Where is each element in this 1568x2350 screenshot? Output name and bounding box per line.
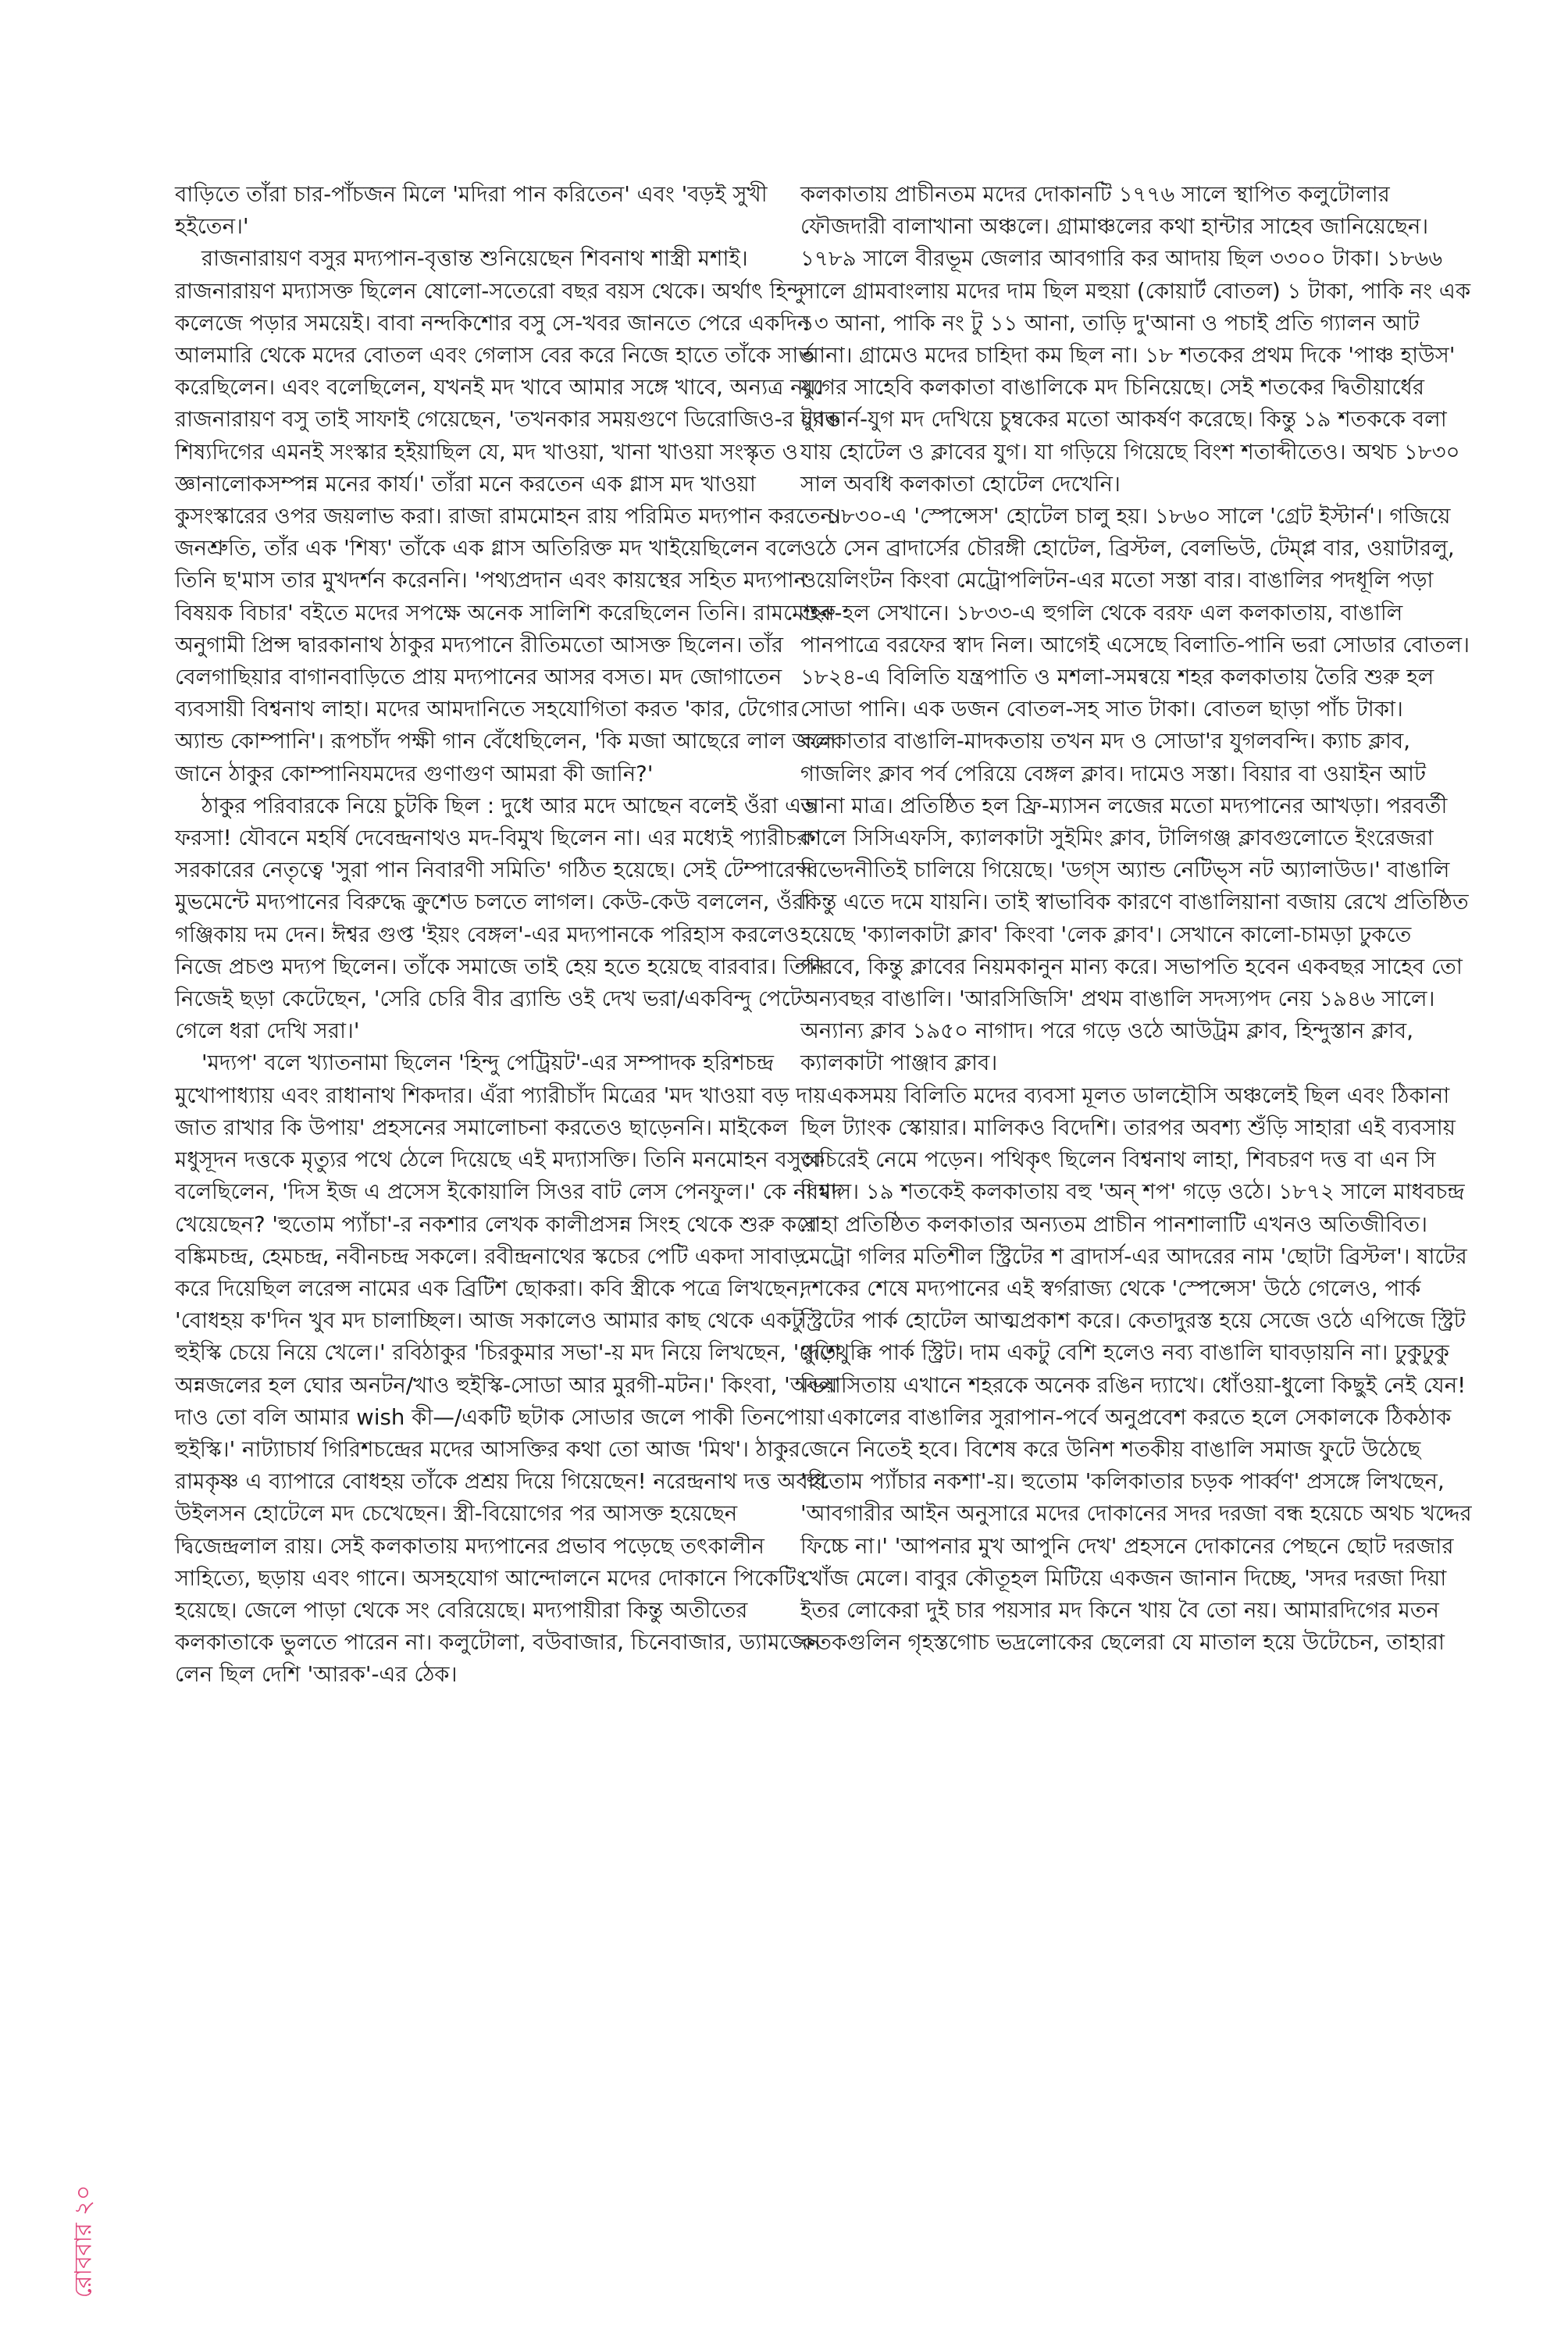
paragraph: একসময় বিলিতি মদের ব্যবসা মূলত ডালহৌসি অঞ্চলেই ছিল এবং ঠিকানা ছিল ট্যাংক স্কোয়ার। মালিকও বিদেশি। তারপর অবশ্য শুঁড়ি সাহারা এই ব্যবসায় অচিরেই নেমে পড়েন। পথিকৃৎ ছিলেন বিশ্বনাথ লাহা, শিবচরণ দত্ত বা এন সি বিশ্বাস। ১৯ শতকেই কলকাতায় বহু 'অন্ শপ' গড়ে ওঠে। ১৮৭২ সালে মাধবচন্দ্র সাহা প্রতিষ্ঠিত কলকাতার অন্যতম প্রাচীন পানশালাটি এখনও অতিজীবিত। মেট্রো গলির মতিশীল স্ট্রিটের শ ব্রাদার্স-এর আদরের নাম 'ছোটা ব্রিস্টল'। ষাটের দশকের শেষে মদ্যপানের এই স্বর্গরাজ্য থেকে 'স্পেন্সেস' উঠে গেলেও, পার্ক স্ট্রিটের পার্ক হোটেল আত্মপ্রকাশ করে। কেতাদুরস্ত হয়ে সেজে ওঠে এপিজে স্ট্রিট থুড়িথুক্কি পার্ক স্ট্রিট। দাম একটু বেশি হলেও নব্য বাঙালি ঘাবড়ায়নি না। ঢুকুঢুকু বিলাসিতায় এখানে শহরকে অনেক রঙিন দ্যাখে। ধোঁওয়া-ধুলো কিছুই নেই যেন!: [800, 1082, 1467, 1398]
paragraph: একালের বাঙালির সুরাপান-পর্বে অনুপ্রবেশ করতে হলে সেকালকে ঠিকঠাক জেনে নিতেই হবে। বিশেষ করে উনিশ শতকীয় বাঙালি সমাজ ফুটে উঠেছে 'হুতোম প্যাঁচার নকশা'-য়। হুতোম 'কলিকাতার চড়ক পার্ব্বণ' প্রসঙ্গে লিখছেন, 'আবগারীর আইন অনুসারে মদের দোকানের সদর দরজা বন্ধ হয়েচে অথচ খদ্দের ফিচ্চে না।' 'আপনার মুখ আপুনি দেখ' প্রহসনে দোকানের পেছনে ছোট দরজার খোঁজ মেলে। বাবুর কৌতূহল মিটিয়ে একজন জানান দিচ্ছে, 'সদর দরজা দিয়া ইতর লোকেরা দুই চার পয়সার মদ কিনে খায় বৈ তো নয়। আমারদিগের মতন কতকগুলিন গৃহস্তগোচ ভদ্রলোকের ছেলেরা যে মাতাল হয়ে উটেচেন, তাহারা: [800, 1403, 1472, 1656]
folio-label: রোববার ২০: [69, 2184, 98, 2298]
page-folio: [61, 2183, 108, 2300]
paragraph: ১৮৩০-এ 'স্পেন্সেস' হোটেল চালু হয়। ১৮৬০ সালে 'গ্রেট ইস্টার্ন'। গজিয়ে ওঠে সেন ব্রাদার্সের চৌরঙ্গী হোটেল, ব্রিস্টল, বেলভিউ, টেম্প্ল বার, ওয়াটারলু, ওয়েলিংটন কিংবা মেট্রোপলিটন-এর মতো সস্তা বার। বাঙালির পদধূলি পড়া শুরু হল সেখানে। ১৮৩৩-এ হুগলি থেকে বরফ এল কলকাতায়, বাঙালি পানপাত্রে বরফের স্বাদ নিল। আগেই এসেছে বিলাতি-পানি ভরা সোডার বোতল। ১৮২৪-এ বিলিতি যন্ত্রপাতি ও মশলা-সমন্বয়ে শহর কলকাতায় তৈরি শুরু হল সোডা পানি। এক ডজন বোতল-সহ সাত টাকা। বোতল ছাড়া পাঁচ টাকা। কলকাতার বাঙালি-মাদকতায় তখন মদ ও সোডা'র যুগলবন্দি। ক্যাচ ক্লাব, গাজলিং ক্লাব পর্ব পেরিয়ে বেঙ্গল ক্লাব। দামেও সস্তা। বিয়ার বা ওয়াইন আট আনা মাত্র। প্রতিষ্ঠিত হল ফ্রি-ম্যাসন লজের মতো মদ্যপানের আখড়া। পরবর্তী কালে সিসিএফসি, ক্যালকাটা সুইমিং ক্লাব, টালিগঞ্জ ক্লাবগুলোতে ইংরেজরা বিভেদনীতিই চালিয়ে গিয়েছে। 'ডগ্‌স অ্যান্ড নেটিভ্‌স নট অ্যালাউড।' বাঙালি কিন্তু এতে দমে যায়নি। তাই স্বাভাবিক কারণে বাঙালিয়ানা বজায় রেখে প্রতিষ্ঠিত হয়েছে 'ক্যালকাটা ক্লাব' কিংবা 'লেক ক্লাব'। সেখানে কালো-চামড়া ঢুকতে পারবে, কিন্তু ক্লাবের নিয়মকানুন মান্য করে। সভাপতি হবেন একবছর সাহেব তো অন্যবছর বাঙালি। 'আরসিজিসি' প্রথম বাঙালি সদস্যপদ নেয় ১৯৪৬ সালে। অন্যান্য ক্লাব ১৯৫০ নাগাদ। পরে গড়ে ওঠে আউট্রম ক্লাব, হিন্দুস্তান ক্লাব, ক্যালকাটা পাঞ্জাব ক্লাব।: [800, 503, 1470, 1076]
right-column: [800, 178, 1472, 1658]
paragraph: 'মদ্যপ' বলে খ্যাতনামা ছিলেন 'হিন্দু পেট্রিয়ট'-এর সম্পাদক হরিশচন্দ্র মুখোপাধ্যায় এবং রাধানাথ শিকদার। এঁরা প্যারীচাঁদ মিত্রের 'মদ খাওয়া বড় দায় জাত রাখার কি উপায়' প্রহসনের সমালোচনা করতেও ছাড়েননি। মাইকেল মধুসূদন দত্তকে মৃত্যুর পথে ঠেলে দিয়েছে এই মদ্যাসক্তি। তিনি মনমোহন বসুকে বলেছিলেন, 'দিস ইজ এ প্রসেস ইকোয়ালি সিওর বাট লেস পেনফুল।' কে না মদ খেয়েছেন? 'হুতোম প্যাঁচা'-র নকশার লেখক কালীপ্রসন্ন সিংহ থেকে শুরু করে বঙ্কিমচন্দ্র, হেমচন্দ্র, নবীনচন্দ্র সকলে। রবীন্দ্রনাথের স্কচের পেটি একদা সাবাড় করে দিয়েছিল লরেন্স নামের এক ব্রিটিশ ছোকরা। কবি স্ত্রীকে পত্রে লিখছেন, 'বোধহয় ক'দিন খুব মদ চালাচ্ছিল। আজ সকালেও আমার কাছ থেকে একটু হুইস্কি চেয়ে নিয়ে খেলে।' রবিঠাকুর 'চিরকুমার সভা'-য় মদ নিয়ে লিখছেন, 'দেশে অন্নজলের হল ঘোর অনটন/খাও হুইস্কি-সোডা আর মুরগী-মটন।' কিংবা, 'অভয় দাও তো বলি আমার wish কী—/একটি ছটাক সোডার জলে পাকী তিনপোয়া হুইস্কি।' নাট্যাচার্য গিরিশচন্দ্রের মদের আসক্তির কথা তো আজ 'মিথ'। ঠাকুর রামকৃষ্ণ এ ব্যাপারে বোধহয় তাঁকে প্রশ্রয় দিয়ে গিয়েছেন! নরেন্দ্রনাথ দত্ত অবধি উইলসন হোটেলে মদ চেখেছেন। স্ত্রী-বিয়োগের পর আসক্ত হয়েছেন দ্বিজেন্দ্রলাল রায়। সেই কলকাতায় মদ্যপানের প্রভাব পড়েছে তৎকালীন সাহিত্যে, ছড়ায় এবং গানে। অসহযোগ আন্দোলনে মদের দোকানে পিকেটিং হয়েছে। জেলে পাড়া থেকে সং বেরিয়েছে। মদ্যপায়ীরা কিন্তু অতীতের কলকাতাকে ভুলতে পারেন না। কলুটোলা, বউবাজার, চিনেবাজার, ড্যামজেন লেন ছিল দেশি 'আরক'-এর ঠেক।: [175, 1050, 843, 1688]
paragraph: ঠাকুর পরিবারকে নিয়ে চুটকি ছিল : দুধে আর মদে আছেন বলেই ওঁরা এত ফরসা! যৌবনে মহর্ষি দেবেন্দ্রনাথও মদ-বিমুখ ছিলেন না। এর মধ্যেই প্যারীচরণ সরকারের নেতৃত্বে 'সুরা পান নিবারণী সমিতি' গঠিত হয়েছে। সেই টেম্পারেন্স মুভমেন্টে মদ্যপানের বিরুদ্ধে ক্রুশেড চলতে লাগল। কেউ-কেউ বললেন, ওঁরা গঞ্জিকায় দম দেন। ঈশ্বর গুপ্ত 'ইয়ং বেঙ্গল'-এর মদ্যপানকে পরিহাস করলেও নিজে প্রচণ্ড মদ্যপ ছিলেন। তাঁকে সমাজে তাই হেয় হতে হয়েছে বারবার। তিনি নিজেই ছড়া কেটেছেন, 'সেরি চেরি বীর ব্র্যান্ডি ওই দেখ ভরা/একবিন্দু পেটে গেলে ধরা দেখি সরা।': [175, 792, 825, 1044]
paragraph: কলকাতায় প্রাচীনতম মদের দোকানটি ১৭৭৬ সালে স্থাপিত কলুটোলার ফৌজদারী বালাখানা অঞ্চলে। গ্রামাঞ্চলের কথা হান্টার সাহেব জানিয়েছেন। ১৭৮৯ সালে বীরভূম জেলার আবগারি কর আদায় ছিল ৩৩০০ টাকা। ১৮৬৬ সালে গ্রামবাংলায় মদের দাম ছিল মহুয়া (কোয়ার্ট বোতল) ১ টাকা, পাকি নং এক ১৩ আনা, পাকি নং টু ১১ আনা, তাড়ি দু'আনা ও পচাই প্রতি গ্যালন আট আনা। গ্রামেও মদের চাহিদা কম ছিল না। ১৮ শতকের প্রথম দিকে 'পাঞ্চ হাউস' যুগের সাহেবি কলকাতা বাঙালিকে মদ চিনিয়েছে। সেই শতকের দ্বিতীয়ার্ধের ট্যাভার্ন-যুগ মদ দেখিয়ে চুম্বকের মতো আকর্ষণ করেছে। কিন্তু ১৯ শতককে বলা যায় হোটেল ও ক্লাবের যুগ। যা গড়িয়ে গিয়েছে বিংশ শতাব্দীতেও। অথচ ১৮৩০ সাল অবধি কলকাতা হোটেল দেখেনি।: [800, 181, 1471, 497]
paragraph: রাজনারায়ণ বসুর মদ্যপান-বৃত্তান্ত শুনিয়েছেন শিবনাথ শাস্ত্রী মশাই। রাজনারায়ণ মদ্যাসক্ত ছিলেন ষোলো-সতেরো বছর বয়স থেকে। অর্থাৎ হিন্দু কলেজে পড়ার সময়েই। বাবা নন্দকিশোর বসু সে-খবর জানতে পেরে একদিন আলমারি থেকে মদের বোতল এবং গেলাস বের করে নিজে হাতে তাঁকে সার্ভ করেছিলেন। এবং বলেছিলেন, যখনই মদ খাবে আমার সঙ্গে খাবে, অন্যত্র নয়। রাজনারায়ণ বসু তাই সাফাই গেয়েছেন, 'তখনকার সময়গুণে ডিরোজিও-র যুবক শিষ্যদিগের এমনই সংস্কার হইয়াছিল যে, মদ খাওয়া, খানা খাওয়া সংস্কৃত ও জ্ঞানালোকসম্পন্ন মনের কার্য।' তাঁরা মনে করতেন এক গ্লাস মদ খাওয়া কুসংস্কারের ওপর জয়লাভ করা। রাজা রামমোহন রায় পরিমিত মদ্যপান করতেন। জনশ্রুতি, তাঁর এক 'শিষ্য' তাঁকে এক গ্লাস অতিরিক্ত মদ খাইয়েছিলেন বলে তিনি ছ'মাস তার মুখদর্শন করেননি। 'পথ্যপ্রদান এবং কায়স্থের সহিত মদ্যপান বিষয়ক বিচার' বইতে মদের সপক্ষে অনেক সালিশি করেছিলেন তিনি। রামমোহন-অনুগামী প্রিন্স দ্বারকানাথ ঠাকুর মদ্যপানে রীতিমতো আসক্ত ছিলেন। তাঁর বেলগাছিয়ার বাগানবাড়িতে প্রায় মদ্যপানের আসর বসত। মদ জোগাতেন ব্যবসায়ী বিশ্বনাথ লাহা। মদের আমদানিতে সহযোগিতা করত 'কার, টেগোর অ্যান্ড কোম্পানি'। রূপচাঁদ পক্ষী গান বেঁধেছিলেন, 'কি মজা আছেরে লাল জলে জানে ঠাকুর কোম্পানিযমদের গুণাগুণ আমরা কী জানি?': [175, 245, 843, 786]
left-column: [175, 178, 846, 1691]
paragraph: বাড়িতে তাঁরা চার-পাঁচজন মিলে 'মদিরা পান করিতেন' এবং 'বড়ই সুখী হইতেন।': [175, 181, 768, 240]
